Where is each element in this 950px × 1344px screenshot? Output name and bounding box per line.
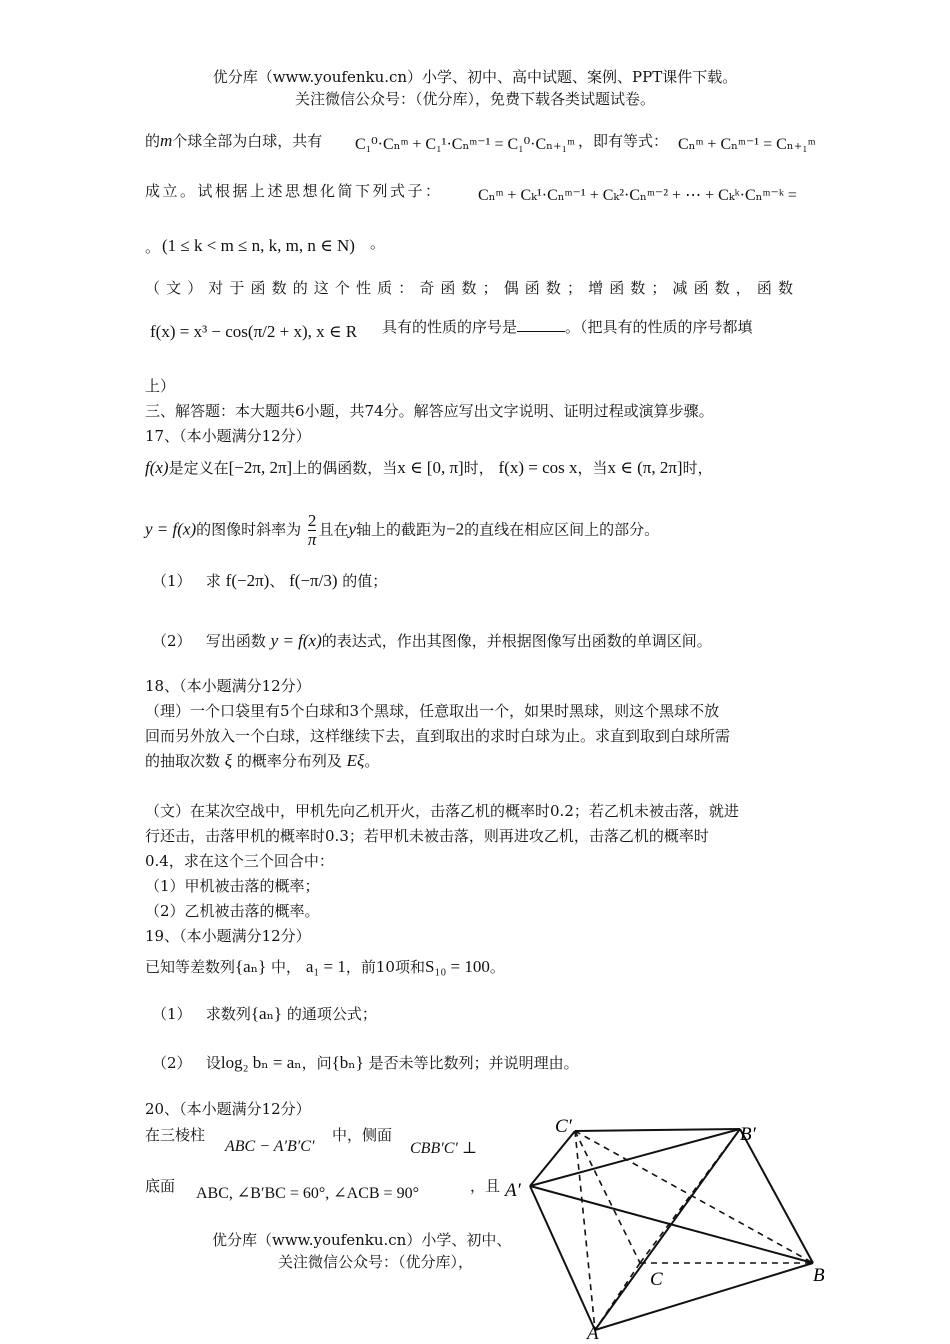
vertex-label-C: C bbox=[650, 1269, 663, 1290]
vertex-label-C1: C′ bbox=[555, 1116, 572, 1137]
text: 时， bbox=[682, 459, 713, 477]
q20-line-1b: 中，侧面 bbox=[332, 1126, 393, 1144]
wen-line-2 bbox=[382, 316, 753, 337]
math: f(−π/3) bbox=[289, 571, 338, 590]
formula-simplify-sum: Cₙᵐ + Cₖ¹·Cₙᵐ⁻¹ + Cₖ²·Cₙᵐ⁻² + ⋯ + Cₖᵏ·Cₙᵐ⁻ᵏ = bbox=[478, 187, 797, 204]
footer-line-2: 关注微信公众号：（优分库）， bbox=[278, 1253, 474, 1271]
text: 轴上的截距为 bbox=[356, 520, 447, 539]
fraction-numerator: 2 bbox=[307, 511, 317, 530]
sub-label: （2） bbox=[152, 632, 192, 650]
math: y = f(x) bbox=[145, 519, 197, 539]
q17-title: 17、（本小题满分12分） bbox=[145, 427, 311, 445]
math: y = f(x) bbox=[270, 631, 322, 650]
math-m: m bbox=[160, 131, 173, 150]
text: 的通项公式； bbox=[286, 1005, 377, 1023]
text: 中， bbox=[271, 958, 302, 976]
q18-li-2: 回而另外放入一个白球，这样继续下去，直到取出的求时白球为止。求直到取到白球所需 bbox=[145, 727, 731, 745]
math: f(−2π) bbox=[225, 571, 270, 590]
footer-line-1: 优分库（www.youfenku.cn）小学、初中、 bbox=[212, 1231, 512, 1249]
q18-title: 18、（本小题满分12分） bbox=[145, 677, 311, 695]
q19-title: 19、（本小题满分12分） bbox=[145, 927, 311, 945]
edge-C1-B1 bbox=[575, 1129, 740, 1131]
q20-line-2b: ，且 bbox=[470, 1177, 501, 1195]
q18-wen-2: 行还击，击落甲机的概率时0.3；若甲机未被击落，则再进攻乙机，击落乙机的概率时 bbox=[145, 827, 709, 845]
edge-C1-A1 bbox=[530, 1131, 575, 1186]
vertex-label-B1: B′ bbox=[740, 1124, 756, 1145]
q18-li-1: （理）一个口袋里有5个白球和3个黑球，任意取出一个，如果时黑球，则这个黑球不放 bbox=[145, 702, 720, 720]
math-prism: ABC − A′B′C′ bbox=[225, 1138, 315, 1155]
prism-solid-edges bbox=[530, 1129, 813, 1330]
vertex-label-A1: A′ bbox=[505, 1180, 521, 1201]
header-line-1: 优分库（www.youfenku.cn）小学、初中、高中试题、案例、PPT课件下载。 bbox=[212, 68, 738, 86]
cont-line-1 bbox=[145, 130, 322, 151]
text: 的直线在相应区间上的部分。 bbox=[464, 520, 660, 539]
math-expectation: Eξ bbox=[346, 751, 365, 770]
sub-label: （1） bbox=[152, 572, 192, 590]
math-sequence: {aₙ} bbox=[250, 1004, 283, 1023]
q19-sub-2 bbox=[152, 1052, 579, 1073]
cont-text: 的 bbox=[145, 132, 161, 150]
wen-line-1: （文）对于函数的这个性质：奇函数；偶函数；增函数；减函数，函数 bbox=[145, 279, 800, 297]
answer-blank bbox=[517, 317, 565, 332]
formula-combination-identity: C₁⁰·Cₙᵐ + C₁¹·Cₙᵐ⁻¹ = C₁⁰·Cₙ₊₁ᵐ bbox=[355, 136, 575, 153]
vertex-label-A: A bbox=[587, 1323, 599, 1340]
math-sequence: {aₙ} bbox=[235, 957, 267, 976]
edge-A-B bbox=[595, 1263, 813, 1330]
fraction-denominator: π bbox=[307, 530, 317, 549]
q20-line-2a: 底面 bbox=[145, 1177, 176, 1195]
header-line-2: 关注微信公众号：（优分库），免费下载各类试题试卷。 bbox=[294, 90, 655, 108]
wen-line-3: 上） bbox=[145, 377, 176, 395]
math: x ∈ [0, π] bbox=[397, 458, 464, 477]
text: ，当 bbox=[577, 459, 608, 477]
text: 是定义在 bbox=[168, 459, 229, 477]
text: 的值； bbox=[342, 572, 388, 590]
math-angles: ABC, ∠B′BC = 60°, ∠ACB = 90° bbox=[196, 1185, 419, 1202]
edge-A1-B1 bbox=[530, 1129, 740, 1186]
q20-title: 20、（本小题满分12分） bbox=[145, 1100, 311, 1118]
text: 写出函数 bbox=[205, 632, 266, 650]
edge-C1-A bbox=[575, 1131, 595, 1330]
math: S₁₀ = 100 bbox=[424, 957, 490, 976]
math: −2 bbox=[446, 519, 465, 539]
q18-sub-2: （2）乙机被击落的概率。 bbox=[145, 902, 320, 920]
sub-label: （2） bbox=[152, 1054, 192, 1072]
math-y: y bbox=[348, 519, 356, 539]
text: 上的偶函数，当 bbox=[292, 459, 398, 477]
q20-line-1a: 在三棱柱 bbox=[145, 1126, 206, 1144]
q18-sub-1: （1）甲机被击落的概率； bbox=[145, 877, 320, 895]
text: 的表达式，作出其图像，并根据图像写出函数的单调区间。 bbox=[321, 632, 712, 650]
q17-sub-2 bbox=[152, 630, 712, 651]
section-3-heading: 三、解答题：本大题共6小题，共74分。解答应写出文字说明、证明过程或演算步骤。 bbox=[145, 402, 714, 420]
math-xi: ξ bbox=[224, 751, 233, 770]
q18-wen-1: （文）在某次空战中，甲机先向乙机开火，击落乙机的概率时0.2；若乙机未被击落，就进 bbox=[145, 802, 739, 820]
text: ，问 bbox=[301, 1054, 332, 1072]
q18-wen-3: 0.4，求在这个三个回合中： bbox=[145, 852, 334, 870]
cont-text: 具有的性质的序号是 bbox=[382, 318, 518, 336]
q19-line-1 bbox=[145, 956, 505, 977]
text: 。 bbox=[489, 958, 505, 976]
fraction-2-over-pi bbox=[308, 512, 317, 549]
formula-condition: (1 ≤ k < m ≤ n, k, m, n ∈ N) bbox=[162, 236, 355, 255]
edge-A1-A bbox=[530, 1186, 595, 1330]
math-side-face: CBB′C′ ⊥ bbox=[410, 1140, 477, 1157]
vertex-label-B: B bbox=[813, 1265, 825, 1286]
text: 的抽取次数 bbox=[145, 752, 221, 770]
text: 的概率分布列及 bbox=[236, 752, 342, 770]
sub-label: （1） bbox=[152, 1005, 192, 1023]
text: 已知等差数列 bbox=[145, 958, 236, 976]
q17-sub-1 bbox=[152, 570, 387, 591]
cont-line-2: 成立。试根据上述思想化简下列式子： bbox=[145, 182, 443, 200]
prism-figure bbox=[495, 1110, 840, 1340]
math-sequence: {bₙ} bbox=[331, 1053, 364, 1072]
cont-text: 个球全部为白球，共有 bbox=[172, 132, 323, 150]
formula-function-f: f(x) = x³ − cos(π/2 + x), x ∈ R bbox=[150, 322, 358, 341]
formula-pascal-rule: Cₙᵐ + Cₙᵐ⁻¹ = Cₙ₊₁ᵐ bbox=[678, 136, 816, 153]
q17-line-1 bbox=[145, 457, 713, 478]
text: 求数列 bbox=[205, 1005, 251, 1023]
math: log₂ bₙ = aₙ bbox=[220, 1053, 302, 1072]
q18-li-3 bbox=[145, 750, 379, 771]
text: 的图像时斜率为 bbox=[196, 520, 302, 539]
edge-C1-C bbox=[575, 1131, 640, 1263]
q19-sub-1 bbox=[152, 1003, 377, 1024]
text: 且在 bbox=[318, 520, 349, 539]
cont-text: 。（把具有的性质的序号都填 bbox=[565, 318, 753, 336]
math: f(x) bbox=[145, 458, 169, 477]
text: 时， bbox=[463, 459, 494, 477]
math: f(x) = cos x bbox=[498, 458, 578, 477]
edge-B1-B bbox=[740, 1129, 813, 1263]
cont-text: 。 bbox=[370, 234, 386, 252]
math: a₁ = 1 bbox=[305, 957, 346, 976]
q17-line-2 bbox=[145, 512, 659, 549]
edge-C-A bbox=[595, 1263, 640, 1330]
edge-A-B1 bbox=[595, 1129, 740, 1330]
cont-text: ，即有等式： bbox=[578, 132, 669, 150]
text: 、 bbox=[269, 572, 285, 590]
text: 求 bbox=[205, 572, 221, 590]
text: 设 bbox=[205, 1054, 221, 1072]
math: [−2π, 2π] bbox=[228, 458, 293, 477]
text: ，前10项和 bbox=[345, 958, 425, 976]
text: 。 bbox=[364, 752, 380, 770]
math: x ∈ (π, 2π] bbox=[607, 458, 683, 477]
cont-text: 。 bbox=[145, 238, 161, 256]
text: 是否未等比数列；并说明理由。 bbox=[368, 1054, 579, 1072]
